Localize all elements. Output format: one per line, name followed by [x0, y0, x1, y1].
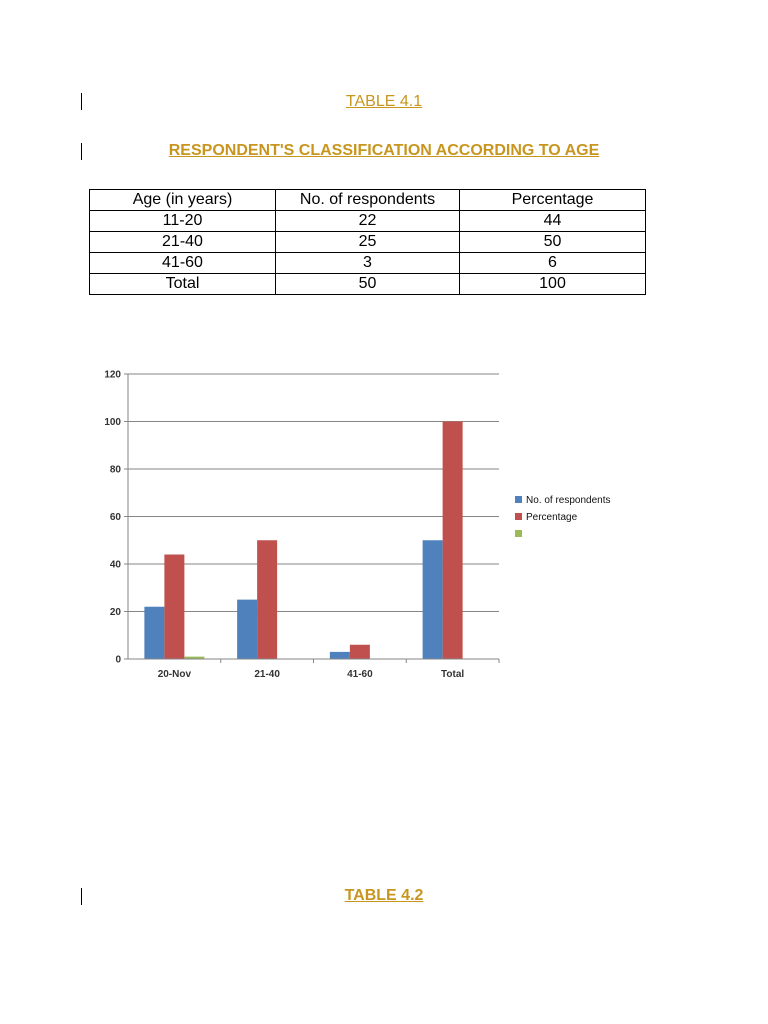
table-cell: 41-60	[90, 253, 275, 273]
y-tick-label: 80	[109, 464, 121, 476]
x-tick-label: Total	[441, 669, 465, 680]
table-cell: 50	[276, 274, 459, 294]
table-row	[90, 274, 645, 294]
table-cell: Total	[90, 274, 275, 294]
table-cell: 44	[460, 211, 645, 231]
table-cell: 22	[276, 211, 459, 231]
x-tick-label: 20-Nov	[157, 669, 192, 680]
table-cell: 25	[276, 232, 459, 252]
header-cell: Age (in years)	[90, 190, 275, 210]
table-row	[90, 232, 645, 252]
table-cell: 50	[460, 232, 645, 252]
table-cell: 3	[276, 253, 459, 273]
header-cell: Percentage	[460, 190, 645, 210]
table-title: TABLE 4.1	[345, 93, 423, 110]
age-classification-table	[89, 189, 646, 295]
y-tick-label: 0	[115, 654, 121, 666]
y-tick-label: 60	[109, 512, 121, 523]
bar	[423, 540, 443, 659]
x-tick-label: 41-60	[347, 669, 373, 680]
table-row	[90, 253, 645, 273]
bar	[257, 540, 277, 659]
y-tick-label: 100	[104, 417, 121, 428]
table-row	[90, 211, 645, 231]
table-cell: 6	[460, 253, 645, 273]
header-cell: No. of respondents	[276, 190, 459, 210]
table-cell: 11-20	[90, 211, 275, 231]
bar	[164, 555, 184, 660]
y-tick-label: 20	[109, 607, 121, 618]
y-tick-label: 40	[109, 559, 121, 571]
legend-label: Percentage	[526, 512, 578, 523]
table-cell: 21-40	[90, 232, 275, 252]
table-caption: RESPONDENT'S CLASSIFICATION ACCORDING TO AGE	[168, 142, 600, 159]
bar	[350, 645, 370, 659]
y-tick-label: 120	[104, 369, 121, 381]
bar	[144, 607, 164, 659]
legend-swatch	[515, 496, 522, 503]
bar	[443, 422, 463, 660]
legend-label: No. of respondents	[526, 495, 611, 506]
x-tick-label: 21-40	[254, 669, 280, 680]
bar	[237, 600, 257, 659]
legend-swatch	[515, 530, 522, 537]
table-cell: 100	[460, 274, 645, 294]
bar	[330, 652, 350, 659]
age-bar-chart	[90, 362, 650, 692]
table-header-row	[90, 190, 645, 210]
legend-swatch	[515, 513, 522, 520]
next-table-title: TABLE 4.2	[344, 887, 424, 904]
